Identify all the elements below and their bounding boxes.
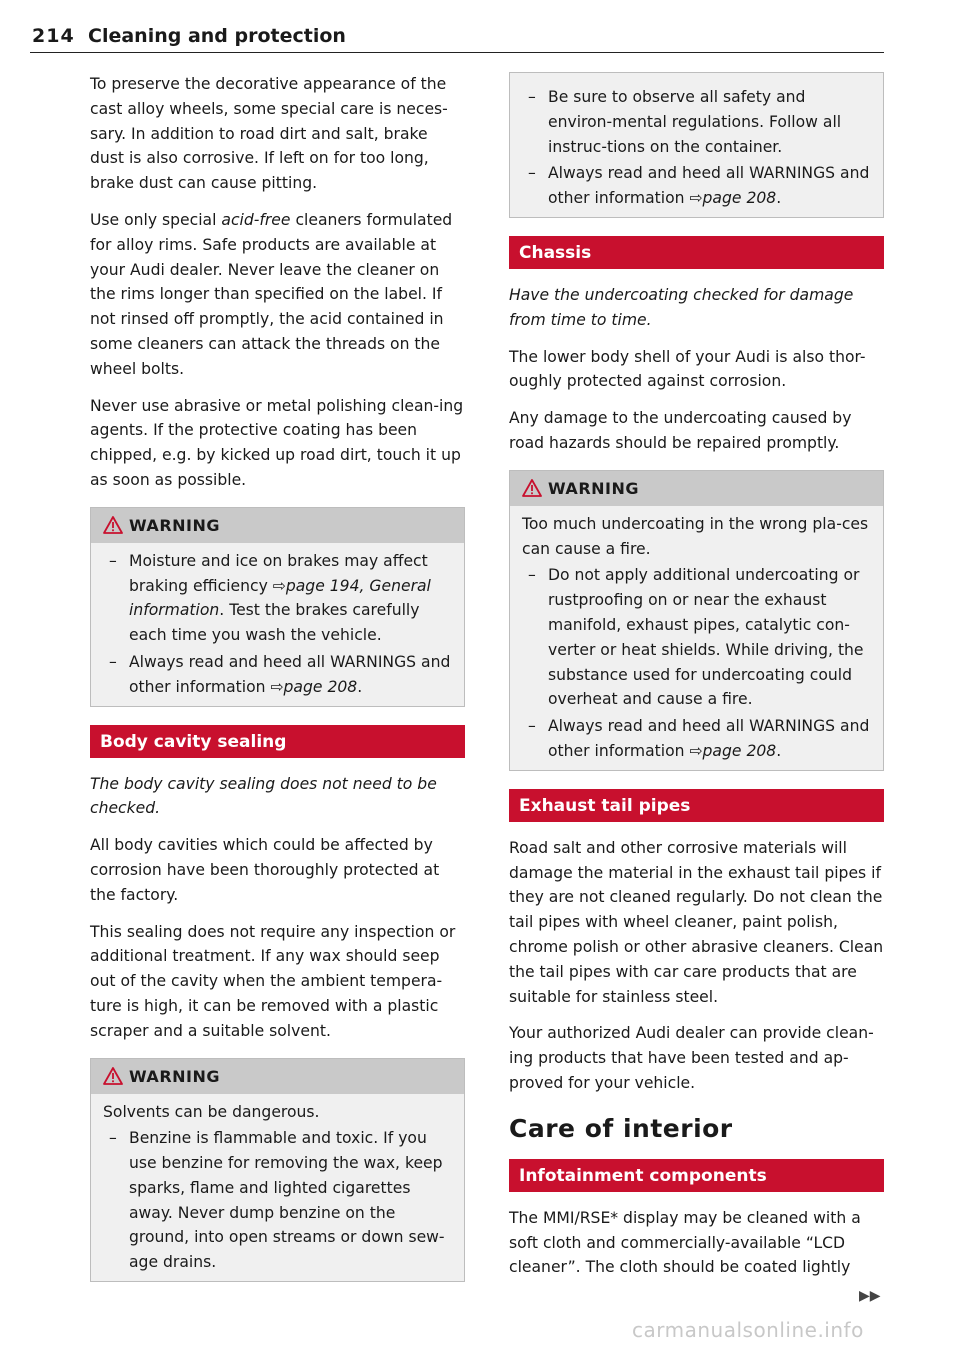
section-heading-exhaust-tail-pipes: Exhaust tail pipes bbox=[509, 789, 884, 822]
warning-item: – Benzine is flammable and toxic. If you use benzine for removing the wax, keep sparks, flame and lighted cigarettes away. Never dump benzine on the ground, into open streams or down sew-age drains. bbox=[103, 1126, 452, 1275]
paragraph: The MMI/RSE* display may be cleaned with a soft cloth and commercially-available “LCD cleaner”. The cloth should be coated lightly bbox=[509, 1208, 861, 1277]
section-heading-body-cavity-sealing: Body cavity sealing bbox=[90, 725, 465, 758]
paragraph: This sealing does not require any inspection or additional treatment. If any wax should seep out of the cavity when the ambient tempera-ture is high, it can be removed with a plastic scraper and a suitable solvent. bbox=[90, 922, 456, 1040]
paragraph: The lower body shell of your Audi is also thor-oughly protected against corrosion. bbox=[509, 347, 866, 391]
warning-header bbox=[510, 471, 883, 506]
section-summary: Have the undercoating checked for damage from time to time. bbox=[509, 285, 854, 329]
section-summary: The body cavity sealing does not need to be checked. bbox=[90, 774, 437, 818]
watermark: carmanualsonline.info bbox=[632, 1318, 864, 1342]
warning-item: – Moisture and ice on brakes may affect braking efficiency ⇨page 194, General information. Test the brakes carefully each time you wash the vehicle. bbox=[103, 549, 452, 648]
left-column bbox=[90, 72, 465, 1300]
page-reference-link[interactable]: ⇨page 194, General information bbox=[129, 576, 431, 620]
section-heading-infotainment-components: Infotainment components bbox=[509, 1159, 884, 1192]
page-reference-link[interactable]: ⇨page 208 bbox=[689, 189, 777, 208]
chapter-title: Cleaning and protection bbox=[88, 25, 346, 47]
warning-triangle-icon bbox=[522, 479, 542, 497]
warning-item: – Do not apply additional undercoating or rustproofing on or near the exhaust manifold, exhaust pipes, catalytic con-verter or heat shields. While driving, the substance used for undercoating could overheat and cause a fire. bbox=[522, 563, 871, 712]
warning-box bbox=[90, 507, 465, 707]
warning-box bbox=[90, 1058, 465, 1283]
right-column bbox=[509, 72, 884, 1292]
warning-label: WARNING bbox=[129, 515, 220, 535]
warning-header bbox=[91, 508, 464, 543]
warning-item: – Always read and heed all WARNINGS and other information ⇨page 208. bbox=[103, 650, 452, 700]
section-heading-chassis: Chassis bbox=[509, 236, 884, 269]
continue-arrow-icon: ▶▶ bbox=[859, 1288, 881, 1304]
warning-triangle-icon bbox=[103, 1067, 123, 1085]
warning-triangle-icon bbox=[103, 516, 123, 534]
paragraph: Road salt and other corrosive materials will damage the material in the exhaust tail pipes if they are not cleaned regularly. Do not clean the tail pipes with wheel cleaner, paint polish, chrome polish or other abrasive cleaners. Clean the tail pipes with car care products that are suitable for stainless steel. bbox=[509, 838, 884, 1006]
warning-header bbox=[91, 1059, 464, 1094]
paragraph: All body cavities which could be affected by corrosion have been thoroughly protected at the factory. bbox=[90, 836, 440, 904]
warning-item: – Always read and heed all WARNINGS and other information ⇨page 208. bbox=[522, 161, 871, 211]
page-number: 214 bbox=[32, 25, 75, 47]
page-reference-link[interactable]: ⇨page 208 bbox=[689, 741, 777, 760]
warning-item: – Be sure to observe all safety and environ-mental regulations. Follow all instruc-tions on the container. bbox=[522, 85, 871, 159]
warning-box bbox=[509, 470, 884, 771]
page-header bbox=[30, 22, 884, 53]
warning-intro: Too much undercoating in the wrong pla-ces can cause a fire. bbox=[522, 514, 869, 558]
warning-box-continued bbox=[509, 72, 884, 218]
paragraph: Never use abrasive or metal polishing clean-ing agents. If the protective coating has been chipped, e.g. by kicked up road dirt, touch it up as soon as possible. bbox=[90, 396, 464, 489]
warning-item: – Always read and heed all WARNINGS and other information ⇨page 208. bbox=[522, 714, 871, 764]
warning-label: WARNING bbox=[548, 478, 639, 498]
warning-intro: Solvents can be dangerous. bbox=[103, 1102, 320, 1121]
paragraph: To preserve the decorative appearance of the cast alloy wheels, some special care is neces-sary. In addition to road dirt and salt, brake dust is also corrosive. If left on for too long, brake dust can cause pitting. bbox=[90, 75, 448, 193]
warning-label: WARNING bbox=[129, 1066, 220, 1086]
paragraph: Any damage to the undercoating caused by road hazards should be repaired promptly. bbox=[509, 409, 852, 452]
page-reference-link[interactable]: ⇨page 208 bbox=[270, 677, 358, 696]
paragraph: Your authorized Audi dealer can provide clean-ing products that have been tested and ap-proved for your vehicle. bbox=[509, 1024, 874, 1092]
main-heading-care-of-interior: Care of interior bbox=[509, 1113, 733, 1143]
paragraph: Use only special acid-free cleaners formulated for alloy rims. Safe products are available at your Audi dealer. Never leave the cleaner on the rims longer than specified on the label. If not rinsed off promptly, the acid contained in some cleaners can attack the threads on the wheel bolts. bbox=[90, 210, 453, 378]
